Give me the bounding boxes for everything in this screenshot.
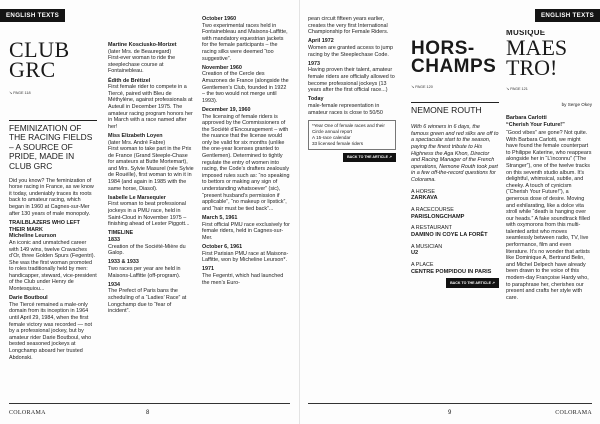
timeline-text: Creation of the Société-Mière du Galop. — [108, 243, 186, 257]
back-button-wrap — [411, 275, 499, 287]
timeline-text: First Parisian PMU race at Maisons-Laffitte, won by Micheline Leurson*. — [202, 250, 289, 264]
timeline-text: First official PMU race exclusively for female riders, held in Cagnes-sur-Mer. — [202, 221, 290, 241]
left-column-3 — [202, 16, 290, 392]
timeline-text: Women are granted access to jump racing by the Steeplechase Code. — [308, 44, 393, 58]
person-bio: First woman to beat professional jockeys in a PMU race, held in Saint-Cloud in November 1975 – finishing ahead of Lester Piggott... — [108, 201, 190, 228]
review-album: “Cherish Your Future!” — [506, 122, 565, 129]
answer-label: A RACECOURSE — [411, 206, 454, 213]
left-column-2 — [108, 42, 194, 390]
trailblazers-heading: TRAILBLAZERS WHO LEFT THEIR MARK — [9, 220, 80, 233]
page-number: 9 — [448, 410, 452, 416]
person-name: Isabelle Le Marsequier — [108, 194, 166, 201]
timeline-text: Creation of the Cercle des Amazones de France (alongside the Gentlemen’s Club, founded in 1922 – the two would not merge until 1993). — [202, 71, 289, 104]
answer-label: A HORSE — [411, 188, 435, 195]
right-column-3 — [506, 30, 592, 392]
person-name: Micheline Leurson — [9, 233, 57, 240]
answer-value: CENTRE POMPIDOU IN PARIS — [411, 268, 492, 275]
timeline-text: male-female representation in amateur races is close to 50/50 — [308, 102, 383, 116]
maestro-title: MAES TRO! — [506, 34, 568, 80]
person-name: Miss Elizabeth Loyen — [108, 132, 163, 139]
notes-box — [308, 120, 396, 150]
left-column-1 — [9, 38, 97, 388]
article-headline: FEMINIZATION OF THE RACING FIELDS – A SOURCE OF PRIDE, MADE IN CLUB GRC — [9, 120, 97, 172]
timeline-date: 1933 & 1933 — [108, 259, 139, 266]
review-text: “Good vibes” are gone? Not quite. With Barbara Carlotti, we might have found the female counterpart to Philippe Katerine, who reappears alongside her in “L’inconnu” (“The Stranger”), one of the twelve tracks on this seventh studio album. It’s delightful, whimsical, subtle, and cheeky. A touch of cynicism (“Cherish Your Future!”), a generous dose of desire. Moving and exhilarating, like a dolce vita stroll while “death is hanging over our heads.” A fake soundtrack filled with oxymorons from this multi-talented artist who moves seamlessly between radio, TV, live performance, film and even literature. It’s no wonder that artists like Dominique A, Bertrand Belin, and Michel Delpech have already been drawn to the voice of this modern-day Françoise Hardy who, to paraphrase her, cherishes our present and crafts her style with care. — [506, 129, 592, 301]
answer-value: ZARKAVA — [411, 195, 438, 202]
timeline-date: October 6, 1961 — [202, 243, 243, 250]
timeline-text: pean circuit fifteen years earlier, creates the very first International Championship for Female Riders. — [308, 16, 389, 36]
byline: by Serge Okey — [561, 102, 592, 108]
musique-label: MUSIQUE — [506, 30, 546, 37]
section-tab: ENGLISH TEXTS — [535, 9, 600, 22]
section-tab: ENGLISH TEXTS — [0, 9, 65, 22]
hors-champs-title: HORS- CHAMPS — [411, 40, 497, 77]
timeline-date: November 1960 — [202, 64, 242, 71]
back-to-article-button[interactable]: BACK TO THE ARTICLE ↗ — [446, 278, 499, 287]
timeline-text: The Prefect of Paris bans the scheduling of a “Ladies’ Race” at Longchamp due to “fear of incident”. — [108, 288, 187, 315]
brand-logo: COLORAMA — [9, 410, 46, 416]
timeline-date: Today — [308, 96, 324, 103]
page-number: 8 — [146, 410, 150, 416]
footer-rule — [9, 403, 290, 404]
brand-logo: COLORAMA — [555, 410, 592, 416]
person-bio: First woman to take part in the Prix de France (Grand Steeple-Chase for amateurs at Butte Mortemart), and Mrs. Sylvie Masurel (née Sylvie de Rouélle), first woman to win it in 1984 (and again in 1985 with the same horse, Diasol). — [108, 146, 194, 192]
answer-label: A PLACE — [411, 262, 434, 269]
answer-value: PARISLONGCHAMP — [411, 213, 465, 220]
right-column-2 — [411, 40, 499, 390]
timeline-date: October 1960 — [202, 16, 237, 22]
person-bio: First-ever woman to ride the steeplechase course at Fontainebleau. — [108, 55, 176, 75]
right-column-1 — [308, 16, 396, 262]
timeline-text: The Fegentri, which had launched the men’s Euro- — [202, 272, 284, 286]
timeline-date: 1971 — [202, 266, 214, 273]
footer-rule — [308, 403, 592, 404]
timeline-date: 1934 — [108, 281, 120, 288]
person-name: Martine Kosciusko-Morizet — [108, 42, 177, 48]
timeline-heading: TIMELINE — [108, 230, 134, 237]
page-reference[interactable]: ↘ PAGE 118 — [9, 91, 31, 95]
timeline-text: Two experimental races held in Fontainebleau and Maisons-Laffitte, with mandatory equestrian jackets for the female participants – the racing silks were deemed “too suggestive”. — [202, 22, 288, 62]
timeline-date: 1833 — [108, 237, 120, 243]
intro-paragraph: Did you know? The feminization of horse racing in France, as we know it today, undeniably traces its roots back to amateur racing, which began in 1960 at Cagnes-sur-Mer after 130 years of male monopoly. — [9, 177, 94, 217]
review-artist: Barbara Carlotti — [506, 114, 547, 121]
back-to-article-button[interactable]: BACK TO THE ARTICLE ↗ — [343, 153, 396, 162]
answer-label: A RESTAURANT — [411, 225, 452, 232]
club-title: CLUB GRC — [9, 38, 70, 82]
timeline-date: March 5, 1961 — [202, 215, 238, 221]
page-reference[interactable]: ↘ PAGE 121 — [506, 86, 528, 91]
interview-subject: NEMONE ROUTH — [411, 102, 499, 116]
back-button-wrap — [308, 150, 396, 162]
person-name-note: (later Mrs. André Fabre) — [108, 139, 166, 146]
note-line: *Year One of female races and their Circle annual report — [312, 123, 385, 135]
timeline-text: The licensing of female riders is approved by the Commissioners of the Société d’Encouragement – with the nuance that the license would only be valid for six months (unlike the one-year licenses granted to Gentlemen). Determined to tightly regulate the entry of women into racing, the Code’s drafters zealously imposed rules such as: “no speaking to bettors or making any sign of understanding whatsoever” (sic), “present husband’s permission if applicable”, “no makeup or lipstick”, and “hair must be tied back”... — [202, 113, 290, 212]
note-line: A 15-race calendar — [312, 135, 351, 141]
person-name: Darie Boutboul — [9, 295, 48, 302]
answer-label: A MUSICIAN — [411, 243, 443, 250]
interview-intro: With 6 winners in 6 days, the famous green and red silks are off to a spectacular start to the season, paying the finest tribute to His Highness the Aga Khon, Director and Racing Manager of the French operations, Nemone Routh took part in a few off-the-record questions for Colorama. — [411, 124, 499, 183]
timeline-text: Having proven their talent, amateur female riders are officially allowed to become professional jockeys (13 years after the first official race...) — [308, 67, 395, 94]
timeline-date: April 1972 — [308, 38, 334, 45]
right-page — [300, 0, 600, 424]
answer-value: U2 — [411, 250, 419, 257]
timeline-date: 1973 — [308, 60, 320, 67]
person-name: Édith de Brétizel — [108, 77, 151, 84]
timeline-text: Two races per year are held in Maisons-Laffitte (off-program). — [108, 265, 181, 279]
note-line: 33 licensed female riders — [312, 141, 364, 147]
person-bio: An iconic and unmatched career with 149 wins, twelve Cravaches d’Or, three Golden Spurs (Fegentri). She was the first woman promoted to roles traditionally held by men: handicapper, steward, vice-president of the Club under Henry de Montesquiou... — [9, 239, 97, 293]
person-bio: First female rider to compete in a Tiercé, paired with Bleu de Méthylène, against professionals at Auteuil in December 1975. The amateur racing program honors her in March with a race named after her! — [108, 84, 193, 130]
person-name-note: (later Mrs. de Beauregard) — [108, 48, 172, 55]
page-reference[interactable]: ↘ PAGE 120 — [411, 85, 433, 89]
answer-value: DAMINO IN COYE LA FORÊT — [411, 231, 488, 238]
person-bio: The Tiercé remained a male-only domain from its inception in 1964 until April 29, 1984, when the first female victory was recorded — not by a professional jockey, but by amateur rider Darie Boutboul, who bested seasoned jockeys at Longchamp aboard her trusted Abdonski. — [9, 301, 92, 361]
timeline-date: December 19, 1960 — [202, 106, 251, 113]
